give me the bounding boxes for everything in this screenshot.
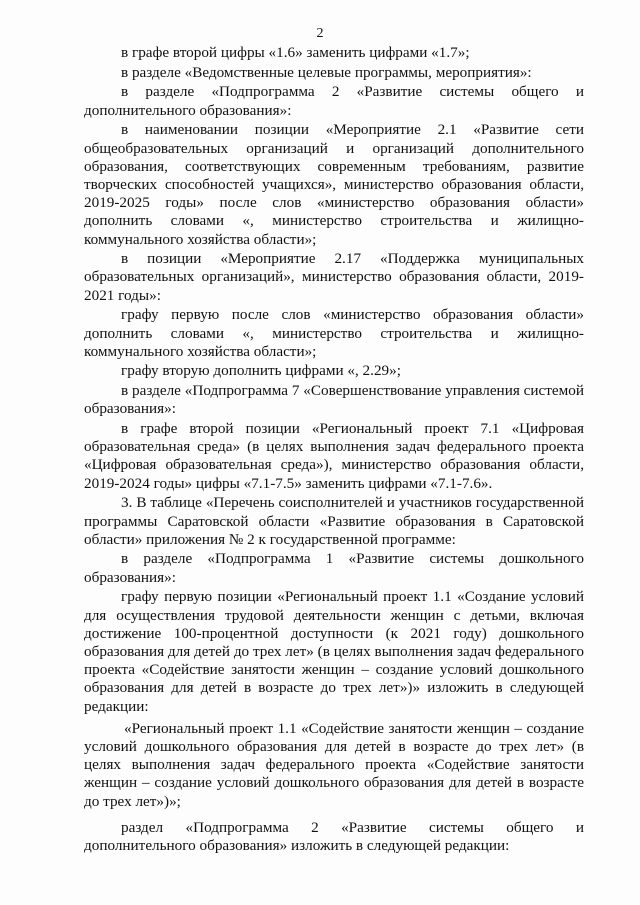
document-body	[84, 44, 584, 857]
paragraph: 3. В таблице «Перечень соисполнителей и участников государственной программы Саратовской области «Развитие образования в Саратовской области» приложения № 2 к государственной программе:	[84, 494, 584, 548]
quoted-paragraph: «Региональный проект 1.1 «Содействие занятости женщин – создание условий дошкольного образования для детей в возрасте до трех лет» (в целях выполнения задач федерального проекта «Содействие занятости женщин – создание условий дошкольного образования для детей в возрасте до трех лет»)»;	[84, 719, 584, 810]
paragraph: графу первую позиции «Региональный проект 1.1 «Создание условий для осуществления трудовой деятельности женщин с детьми, включая достижение 100-процентной доступности (к 2021 году) дошкольного образования для детей до трех лет» (в целях выполнения задач федерального проекта «Содействие занятости женщин – создание условий дошкольного образования для детей в возрасте до трех лет»)» изложить в следующей редакции:	[84, 588, 584, 715]
paragraph: раздел «Подпрограмма 2 «Развитие системы общего и дополнительного образования» изложить в следующей редакции:	[84, 818, 584, 855]
paragraph: графу вторую дополнить цифрами «, 2.29»;	[121, 362, 401, 380]
paragraph: в разделе «Ведомственные целевые программы, мероприятия»:	[121, 63, 532, 81]
paragraph: в графе второй цифры «1.6» заменить цифрами «1.7»;	[121, 44, 470, 61]
paragraph: в разделе «Подпрограмма 2 «Развитие системы общего и дополнительного образования»:	[84, 83, 584, 119]
paragraph: в разделе «Подпрограмма 7 «Совершенствование управления системой образования»:	[84, 382, 584, 418]
paragraph: в графе второй позиции «Региональный проект 7.1 «Цифровая образовательная среда» (в целях выполнения задач федерального проекта «Цифровая образовательная среда»), министерство образования области, 2019-2024 годы» цифры «7.1-7.5» заменить цифрами «7.1-7.6».	[84, 420, 584, 492]
paragraph: в разделе «Подпрограмма 1 «Развитие системы дошкольного образования»:	[84, 550, 584, 586]
paragraph: в наименовании позиции «Мероприятие 2.1 «Развитие сети общеобразовательных организаций и организаций дополнительного образования, соответствующих современным требованиям, развитие творческих способностей учащихся», министерство образования области, 2019-2025 годы» после слов «министерство образования области» дополнить словами «, министерство строительства и жилищно-коммунального хозяйства области»;	[84, 121, 584, 248]
page-number: 2	[316, 26, 324, 41]
paragraph: в позиции «Мероприятие 2.17 «Поддержка муниципальных образовательных организаций», министерство образования области, 2019-2021 годы»:	[84, 250, 584, 304]
paragraph: графу первую после слов «министерство образования области» дополнить словами «, министерство строительства и жилищно-коммунального хозяйства области»;	[84, 306, 584, 360]
